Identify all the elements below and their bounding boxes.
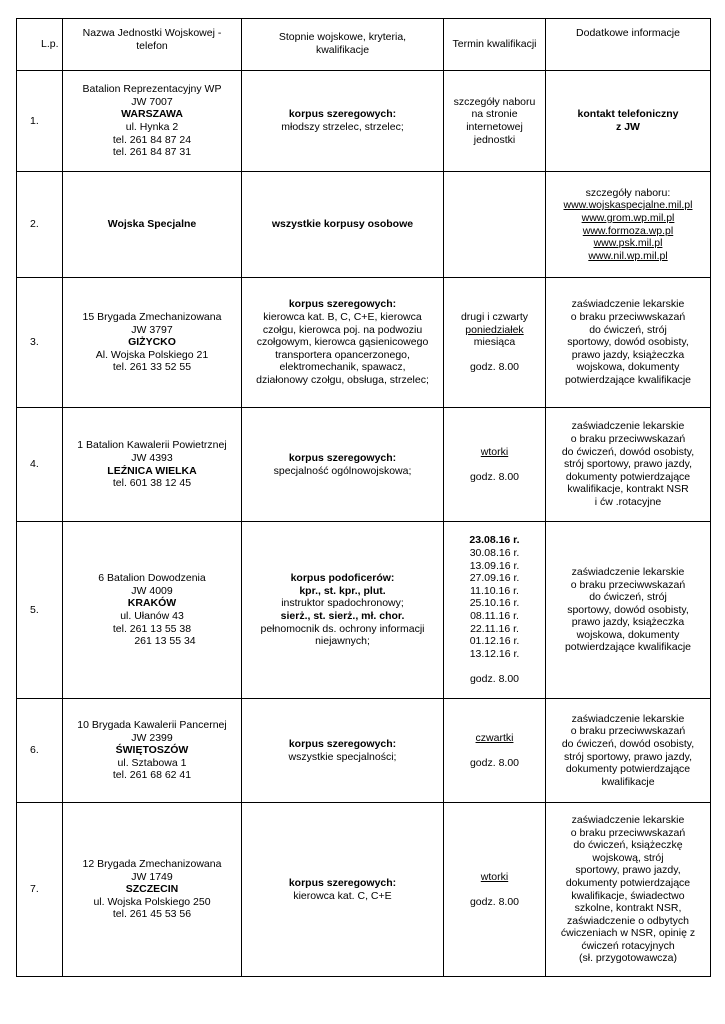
- ranks-cell: korpus szeregowych: specjalność ogólnowojskowa;: [242, 408, 444, 522]
- row-number: 1.: [17, 71, 63, 172]
- term-cell: drugi i czwarty poniedziałek miesiąca godz. 8.00: [444, 278, 546, 408]
- link-wojskaspecjalne[interactable]: www.wojskaspecjalne.mil.pl: [563, 199, 693, 212]
- ranks-cell: korpus szeregowych: młodszy strzelec, strzelec;: [242, 71, 444, 172]
- unit-cell: 6 Batalion Dowodzenia JW 4009 KRAKÓW ul. Ułanów 43 tel. 261 13 55 38 261 13 55 34: [63, 522, 242, 699]
- unit-cell: Batalion Reprezentacyjny WP JW 7007 WARSZAWA ul. Hynka 2 tel. 261 84 87 24 tel. 261 84 87 31: [63, 71, 242, 172]
- unit-cell: Wojska Specjalne: [63, 172, 242, 278]
- table-row: [17, 172, 711, 278]
- unit-cell: 12 Brygada Zmechanizowana JW 1749 SZCZECIN ul. Wojska Polskiego 250 tel. 261 45 53 56: [63, 803, 242, 977]
- row-number: 4.: [17, 408, 63, 522]
- header-info: Dodatkowe informacje: [546, 19, 711, 71]
- unit-cell: 1 Batalion Kawalerii Powietrznej JW 4393 LEŹNICA WIELKA tel. 601 38 12 45: [63, 408, 242, 522]
- info-cell: szczegóły naboru: www.wojskaspecjalne.mil.pl www.grom.wp.mil.pl www.formoza.wp.pl www.psk.mil.pl www.nil.wp.mil.pl: [546, 172, 711, 278]
- info-cell: zaświadczenie lekarskie o braku przeciwwskazań do ćwiczeń, dowód osobisty, strój sportowy, prawo jazdy, dokumenty potwierdzające kwalifikacje, kontrakt NSR i ćw .rotacyjne: [546, 408, 711, 522]
- header-term: Termin kwalifikacji: [444, 19, 546, 71]
- ranks-cell: korpus podoficerów: kpr., st. kpr., plut. instruktor spadochronowy; sierż., st. sierż., mł. chor. pełnomocnik ds. ochrony informacji niejawnych;: [242, 522, 444, 699]
- ranks-cell: korpus szeregowych: wszystkie specjalności;: [242, 699, 444, 803]
- row-number: 2.: [17, 172, 63, 278]
- header-ranks: Stopnie wojskowe, kryteria, kwalifikacje: [242, 19, 444, 71]
- table-row: [17, 278, 711, 408]
- term-cell: szczegóły naboru na stronie internetowej jednostki: [444, 71, 546, 172]
- table-row: [17, 408, 711, 522]
- table-row: [17, 522, 711, 699]
- ranks-cell: korpus szeregowych: kierowca kat. B, C, C+E, kierowca czołgu, kierowca poj. na podwoziu czołgowym, kierowca gąsienicowego transportera opancerzonego, elektromechanik, spawacz, działonowy czołgu, obsługa, strzelec;: [242, 278, 444, 408]
- row-number: 3.: [17, 278, 63, 408]
- info-cell: zaświadczenie lekarskie o braku przeciwwskazań do ćwiczeń, strój sportowy, dowód osobisty, prawo jazdy, książeczka wojskowa, dokumenty potwierdzające kwalifikacje: [546, 522, 711, 699]
- table-row: [17, 803, 711, 977]
- info-cell: kontakt telefoniczny z JW: [546, 71, 711, 172]
- term-cell: wtorki godz. 8.00: [444, 803, 546, 977]
- header-unit: Nazwa Jednostki Wojskowej - telefon: [63, 19, 242, 71]
- link-nil[interactable]: www.nil.wp.mil.pl: [588, 249, 668, 262]
- recruitment-table: [16, 18, 711, 977]
- table-row: [17, 71, 711, 172]
- row-number: 5.: [17, 522, 63, 699]
- ranks-cell: korpus szeregowych: kierowca kat. C, C+E: [242, 803, 444, 977]
- row-number: 7.: [17, 803, 63, 977]
- table-row: [17, 699, 711, 803]
- link-psk[interactable]: www.psk.mil.pl: [593, 237, 663, 250]
- unit-cell: 15 Brygada Zmechanizowana JW 3797 GIŻYCKO Al. Wojska Polskiego 21 tel. 261 33 52 55: [63, 278, 242, 408]
- term-cell: czwartki godz. 8.00: [444, 699, 546, 803]
- ranks-cell: wszystkie korpusy osobowe: [242, 172, 444, 278]
- link-grom[interactable]: www.grom.wp.mil.pl: [581, 211, 675, 224]
- info-cell: zaświadczenie lekarskie o braku przeciwwskazań do ćwiczeń, strój sportowy, dowód osobisty, prawo jazdy, książeczka wojskowa, dokumenty potwierdzające kwalifikacje: [546, 278, 711, 408]
- term-cell: 23.08.16 r. 30.08.16 r. 13.09.16 r. 27.09.16 r. 11.10.16 r. 25.10.16 r. 08.11.16 r. 22.11.16 r. 01.12.16 r. 13.12.16 r. godz. 8.00: [444, 522, 546, 699]
- info-cell: zaświadczenie lekarskie o braku przeciwwskazań do ćwiczeń, dowód osobisty, strój sportowy, prawo jazdy, dokumenty potwierdzające kwalifikacje: [546, 699, 711, 803]
- term-cell: [444, 172, 546, 278]
- header-lp: L.p.: [17, 19, 63, 71]
- table-header-row: [17, 19, 711, 71]
- info-cell: zaświadczenie lekarskie o braku przeciwwskazań do ćwiczeń, książeczkę wojskową, strój sportowy, prawo jazdy, dokumenty potwierdzające kwalifikacje, świadectwo szkolne, kontrakt NSR, zaświadczenie o odbytych ćwiczeniach w NSR, opinię z ćwiczeń rotacyjnych (sł. przygotowawcza): [546, 803, 711, 977]
- term-cell: wtorki godz. 8.00: [444, 408, 546, 522]
- row-number: 6.: [17, 699, 63, 803]
- link-formoza[interactable]: www.formoza.wp.pl: [582, 224, 674, 237]
- unit-cell: 10 Brygada Kawalerii Pancernej JW 2399 ŚWIĘTOSZÓW ul. Sztabowa 1 tel. 261 68 62 41: [63, 699, 242, 803]
